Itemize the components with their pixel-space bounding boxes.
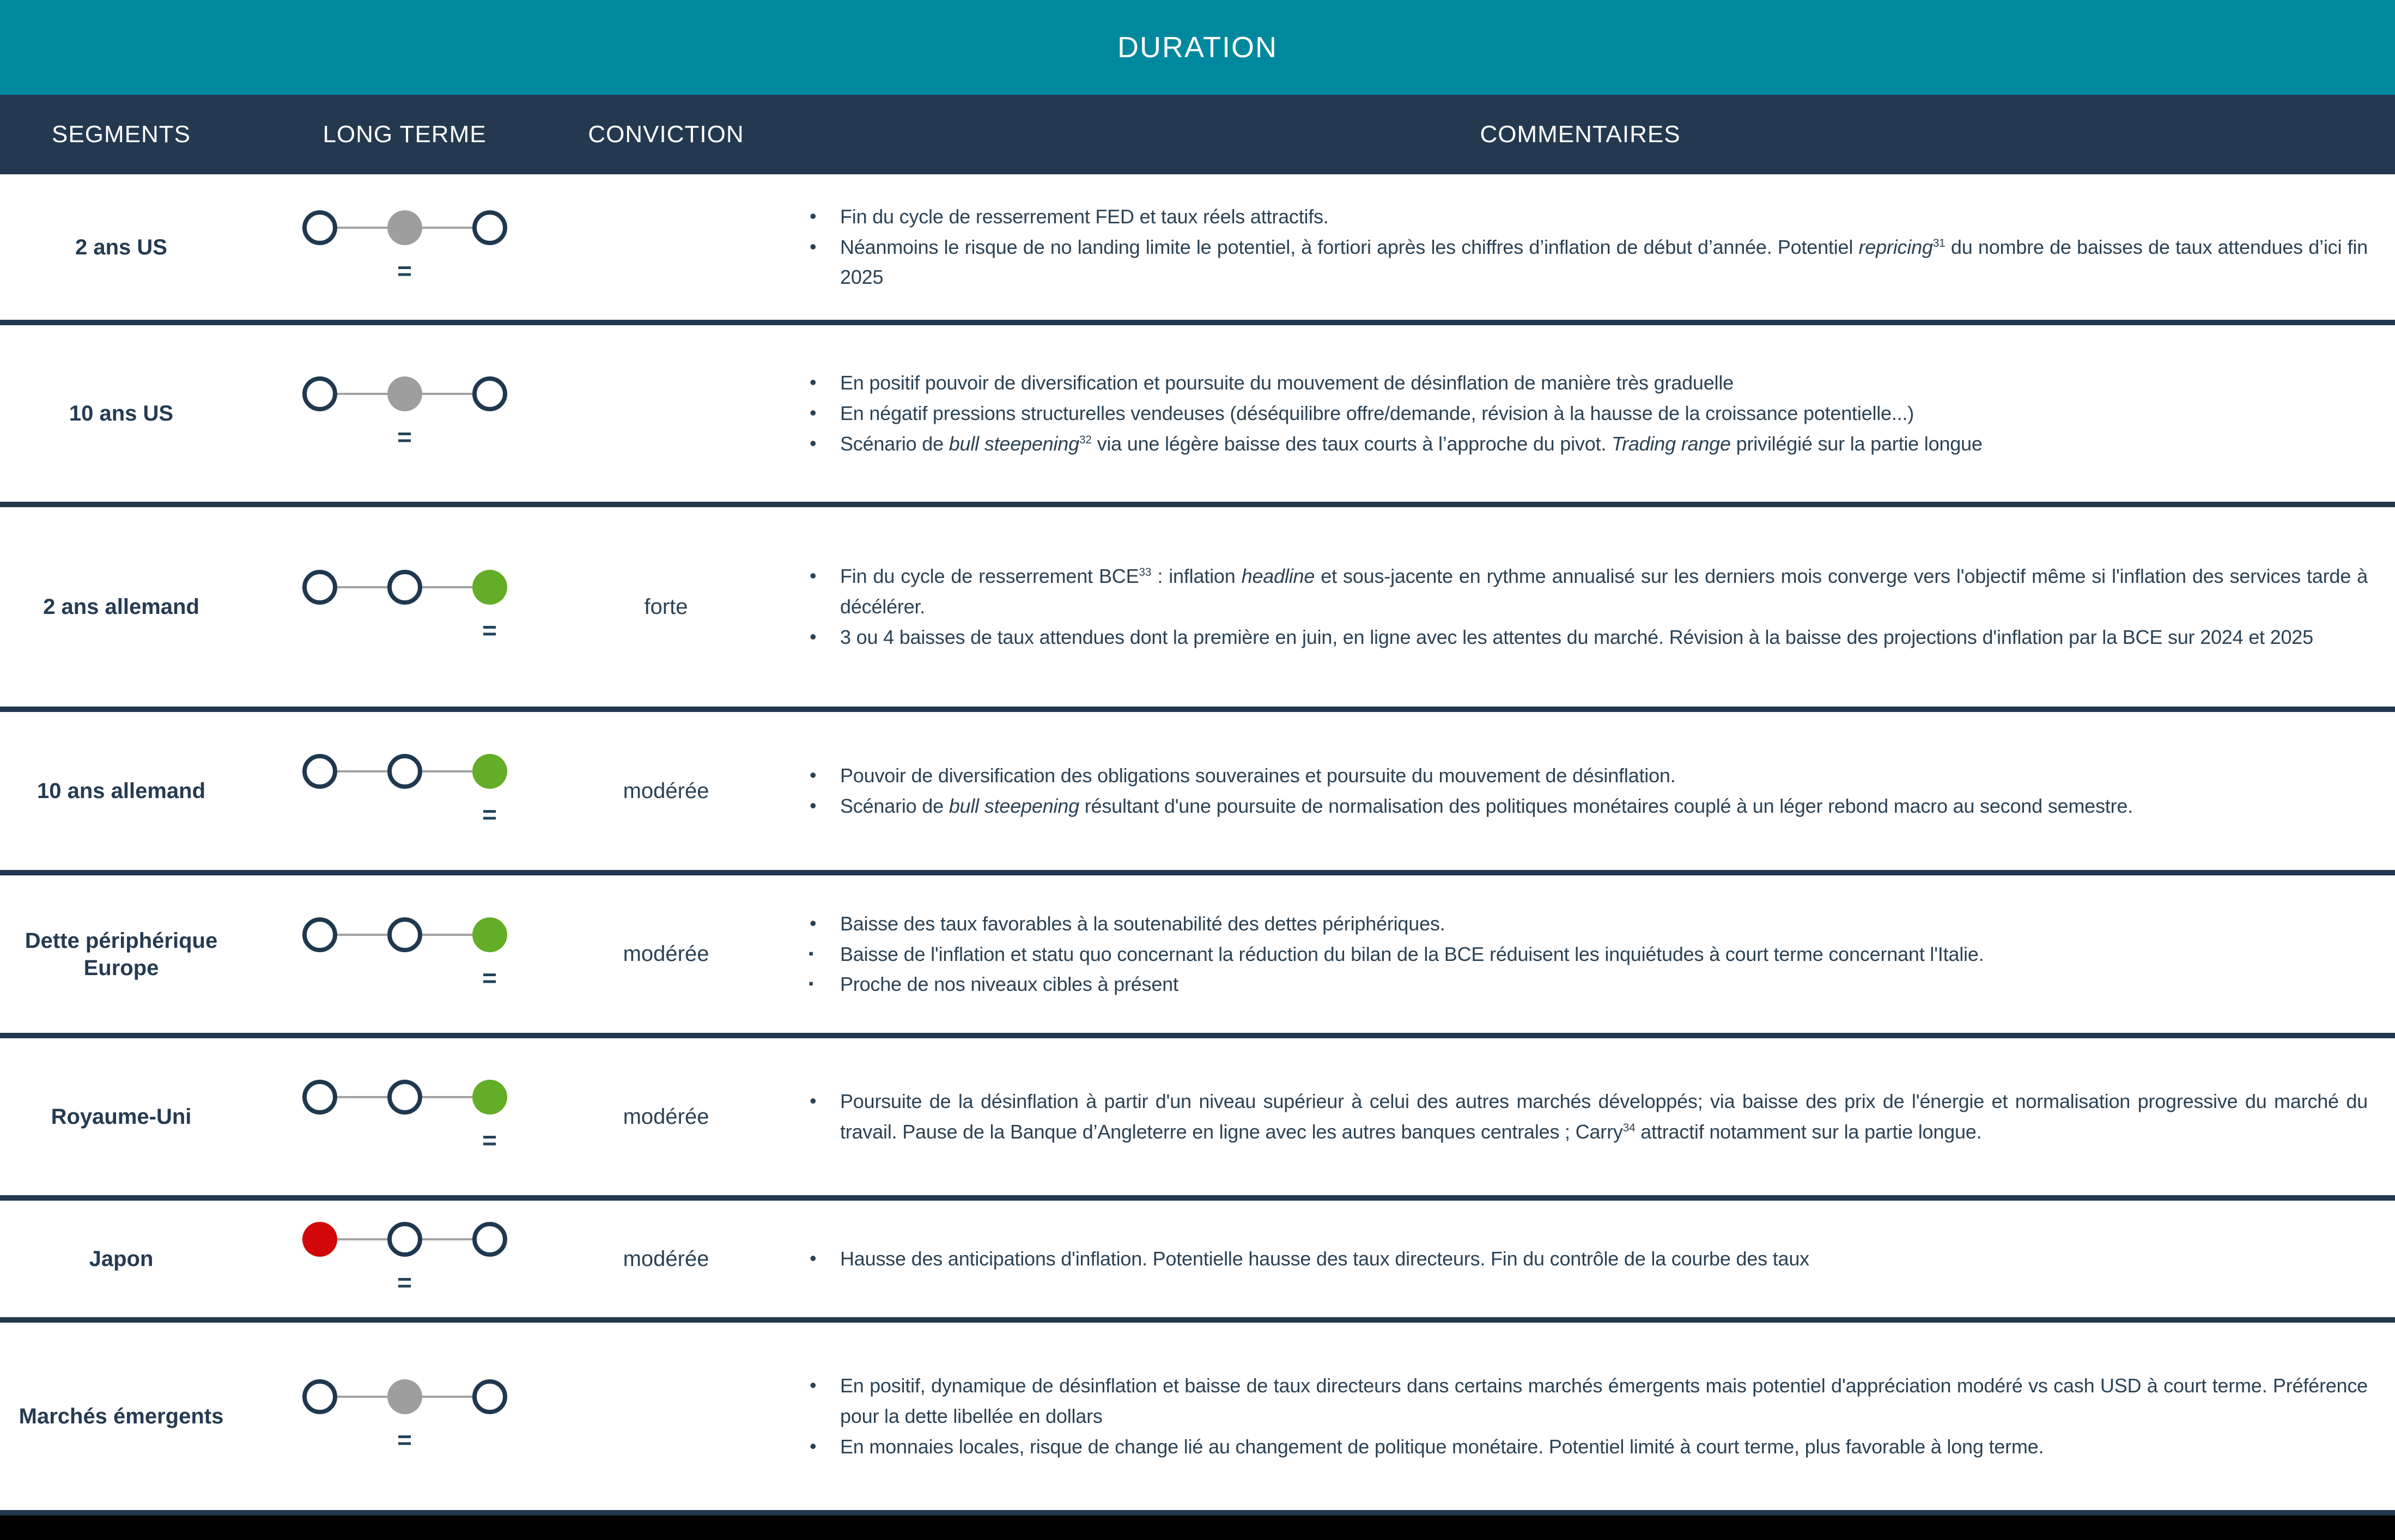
equals-mark: = [482, 616, 497, 644]
long-terme-indicator [302, 206, 507, 289]
segment-label: Marchés émergents [19, 1404, 224, 1428]
long-terme-indicator [302, 372, 507, 455]
table-row-10-ans-allemand [0, 712, 2395, 875]
indicator-dot-gray [387, 376, 422, 411]
comment-bullet-item: • 3 ou 4 baisses de taux attendues dont la première en juin, en ligne avec les attentes du marché. Révision à la baisse des projections d'inflation par la BCE sur 2024 et 2025 [806, 622, 2368, 653]
equals-mark: = [482, 963, 497, 992]
bullet-marker: • [810, 235, 817, 258]
indicator-dot-green [472, 917, 507, 952]
indicator-connector-line [422, 1238, 472, 1240]
indicator-dot-gray [387, 210, 422, 245]
page-title: DURATION [1117, 31, 1278, 64]
comment-bullet-item: ▪ Baisse de l'inflation et statu quo concernant la réduction du bilan de la BCE réduisent les inquiétudes à court terme concernant l'Italie. [809, 942, 1984, 965]
indicator-dot-outline [387, 570, 422, 605]
indicator-dot-outline [302, 1080, 337, 1115]
indicator-connector-line [422, 1396, 472, 1398]
indicator-dot-outline [387, 1080, 422, 1115]
bullet-marker: • [810, 911, 817, 934]
indicator-connector-line [337, 227, 387, 229]
conviction-value: modérée [623, 778, 709, 803]
indicator-dot-outline [302, 210, 337, 245]
indicator-connector-line [337, 934, 387, 936]
column-header-row [0, 95, 2395, 174]
conviction-value: forte [644, 594, 688, 619]
indicator-connector-line [337, 770, 387, 772]
table-row-royaume-uni [0, 1038, 2395, 1201]
comment-bullet-item: • Scénario de bull steepening$^{32}$ via une légère baisse des taux courts à l’approche du pivot. Trading range privilégié sur la partie longue [806, 429, 2368, 459]
segment-label: Japon [89, 1247, 154, 1271]
indicator-connector-line [337, 586, 387, 588]
comments-list [806, 1086, 2368, 1147]
indicator-dot-outline [302, 570, 337, 605]
bullet-marker: • [810, 401, 817, 424]
indicator-dot-green [472, 1080, 507, 1115]
long-terme-indicator [302, 913, 507, 996]
bullet-marker: • [810, 564, 817, 587]
table-row-marches-emergents [0, 1323, 2395, 1515]
bullet-marker: ▪ [809, 975, 814, 992]
equals-mark: = [482, 1126, 497, 1154]
comments-list [806, 202, 2368, 293]
bullet-marker: • [810, 371, 817, 394]
comment-bullet-item: • Fin du cycle de resserrement FED et taux réels attractifs. [806, 202, 2368, 232]
segment-label: Dette périphérique Europe [25, 928, 218, 980]
col-header-commentaires: COMMENTAIRES [1480, 121, 1681, 148]
equals-mark: = [397, 423, 412, 451]
indicator-dot-outline [472, 376, 507, 411]
long-terme-indicator [302, 565, 507, 648]
comments-list [806, 1371, 2368, 1462]
indicator-connector-line [422, 770, 472, 772]
table-row-2-ans-us [0, 174, 2395, 325]
indicator-dot-outline [472, 1379, 507, 1414]
col-header-conviction: CONVICTION [588, 121, 744, 148]
indicator-connector-line [337, 393, 387, 395]
segment-label: 2 ans US [75, 235, 167, 259]
bullet-marker: • [810, 204, 817, 227]
comment-bullet-item: • En négatif pressions structurelles vendeuses (déséquilibre offre/demande, révision à la hausse de la croissance potentielle...) [806, 398, 2368, 429]
comment-bullet-item: • Néanmoins le risque de no landing limite le potentiel, à fortiori après les chiffres d’inflation de début d’année. Potentiel repricing$^{31}$ du nombre de baisses de taux attendues d’ici fin 2025 [806, 232, 2368, 293]
indicator-connector-line [422, 586, 472, 588]
bullet-marker: • [810, 625, 817, 648]
bullet-marker: • [810, 1247, 817, 1270]
indicator-dot-outline [387, 917, 422, 952]
indicator-dot-outline [302, 1379, 337, 1414]
indicator-dot-outline [387, 754, 422, 789]
bullet-marker: • [810, 764, 817, 787]
table-row-dette-peripherique-europe [0, 875, 2395, 1038]
equals-mark: = [397, 256, 412, 285]
indicator-connector-line [337, 1396, 387, 1398]
indicator-connector-line [422, 934, 472, 936]
segment-label: 10 ans allemand [37, 779, 206, 803]
indicator-dot-outline [472, 210, 507, 245]
long-terme-indicator [302, 1218, 507, 1300]
comment-bullet-item: ▪ Proche de nos niveaux cibles à présent [809, 973, 1178, 996]
equals-mark: = [397, 1268, 412, 1296]
table-row-2-ans-allemand [0, 507, 2395, 712]
comment-bullet-item: • Pouvoir de diversification des obligations souveraines et poursuite du mouvement de désinflation. [806, 760, 2368, 791]
bullet-marker: • [810, 1374, 817, 1397]
indicator-dot-green [472, 570, 507, 605]
equals-mark: = [397, 1426, 412, 1454]
bottom-black-bar [0, 1515, 2395, 1540]
segment-label: 10 ans US [69, 401, 174, 425]
indicator-dot-outline [302, 917, 337, 952]
indicator-dot-outline [387, 1222, 422, 1257]
comments-list [806, 1244, 2368, 1274]
indicator-connector-line [422, 1096, 472, 1098]
comment-bullet-item: • Fin du cycle de resserrement BCE$^{33}$ : inflation headline et sous-jacente en rythme annualisé sur les derniers mois converge vers l'objectif même si l'inflation des services tarde à décélérer. [806, 561, 2368, 622]
comments-list [806, 561, 2368, 652]
bullet-marker: ▪ [809, 945, 814, 961]
comments-list [806, 760, 2368, 821]
conviction-value: modérée [623, 1246, 709, 1271]
indicator-connector-line [422, 227, 472, 229]
bullet-marker: • [810, 1434, 817, 1457]
indicator-dot-green [472, 754, 507, 789]
indicator-connector-line [422, 393, 472, 395]
indicator-dot-outline [302, 376, 337, 411]
comments-list [806, 909, 2368, 1000]
table-row-10-ans-us [0, 325, 2395, 507]
comments-list [806, 368, 2368, 459]
bullet-marker: • [810, 1089, 817, 1112]
long-terme-indicator [302, 750, 507, 832]
comment-bullet-item: • En monnaies locales, risque de change lié au changement de politique monétaire. Potentiel limité à court terme, plus favorable à long terme. [806, 1432, 2368, 1462]
comment-bullet-item: • Scénario de bull steepening résultant d'une poursuite de normalisation des politiques monétaires couplé à un léger rebond macro au second semestre. [806, 791, 2368, 821]
comment-bullet-item: • Hausse des anticipations d'inflation. Potentielle hausse des taux directeurs. Fin du contrôle de la courbe des taux [806, 1244, 2368, 1274]
comment-bullet-item: • En positif, dynamique de désinflation et baisse de taux directeurs dans certains marchés émergents mais potentiel d'appréciation modéré vs cash USD à court terme. Préférence pour la dette libellée en dollars [806, 1371, 2368, 1432]
indicator-dot-gray [387, 1379, 422, 1414]
long-terme-indicator [302, 1375, 507, 1458]
long-terme-indicator [302, 1075, 507, 1158]
bullet-marker: • [810, 431, 817, 454]
comment-bullet-item: • Poursuite de la désinflation à partir d'un niveau supérieur à celui des autres marchés développés; via baisse des prix de l'énergie et normalisation progressive du marché du travail. Pause de la Banque d’Angleterre en ligne avec les autres banques centrales ; Carry$^{34}$ attractif notamment sur la partie longue. [806, 1086, 2368, 1147]
table-row-japon [0, 1201, 2395, 1323]
title-band [0, 0, 2395, 95]
comment-bullet-item: • Baisse des taux favorables à la soutenabilité des dettes périphériques. [806, 909, 2368, 939]
indicator-connector-line [337, 1238, 387, 1240]
indicator-dot-red [302, 1222, 337, 1257]
segment-label: 2 ans allemand [43, 595, 199, 619]
indicator-dot-outline [472, 1222, 507, 1257]
conviction-value: modérée [623, 942, 709, 966]
equals-mark: = [482, 800, 497, 829]
indicator-dot-outline [302, 754, 337, 789]
indicator-connector-line [337, 1096, 387, 1098]
col-header-long-terme: LONG TERME [323, 121, 487, 148]
comment-bullet-item: • En positif pouvoir de diversification et poursuite du mouvement de désinflation de manière très graduelle [806, 368, 2368, 398]
bullet-marker: • [810, 794, 817, 817]
conviction-value: modérée [623, 1104, 709, 1129]
col-header-segments: SEGMENTS [52, 121, 191, 148]
segment-label: Royaume-Uni [51, 1105, 192, 1129]
